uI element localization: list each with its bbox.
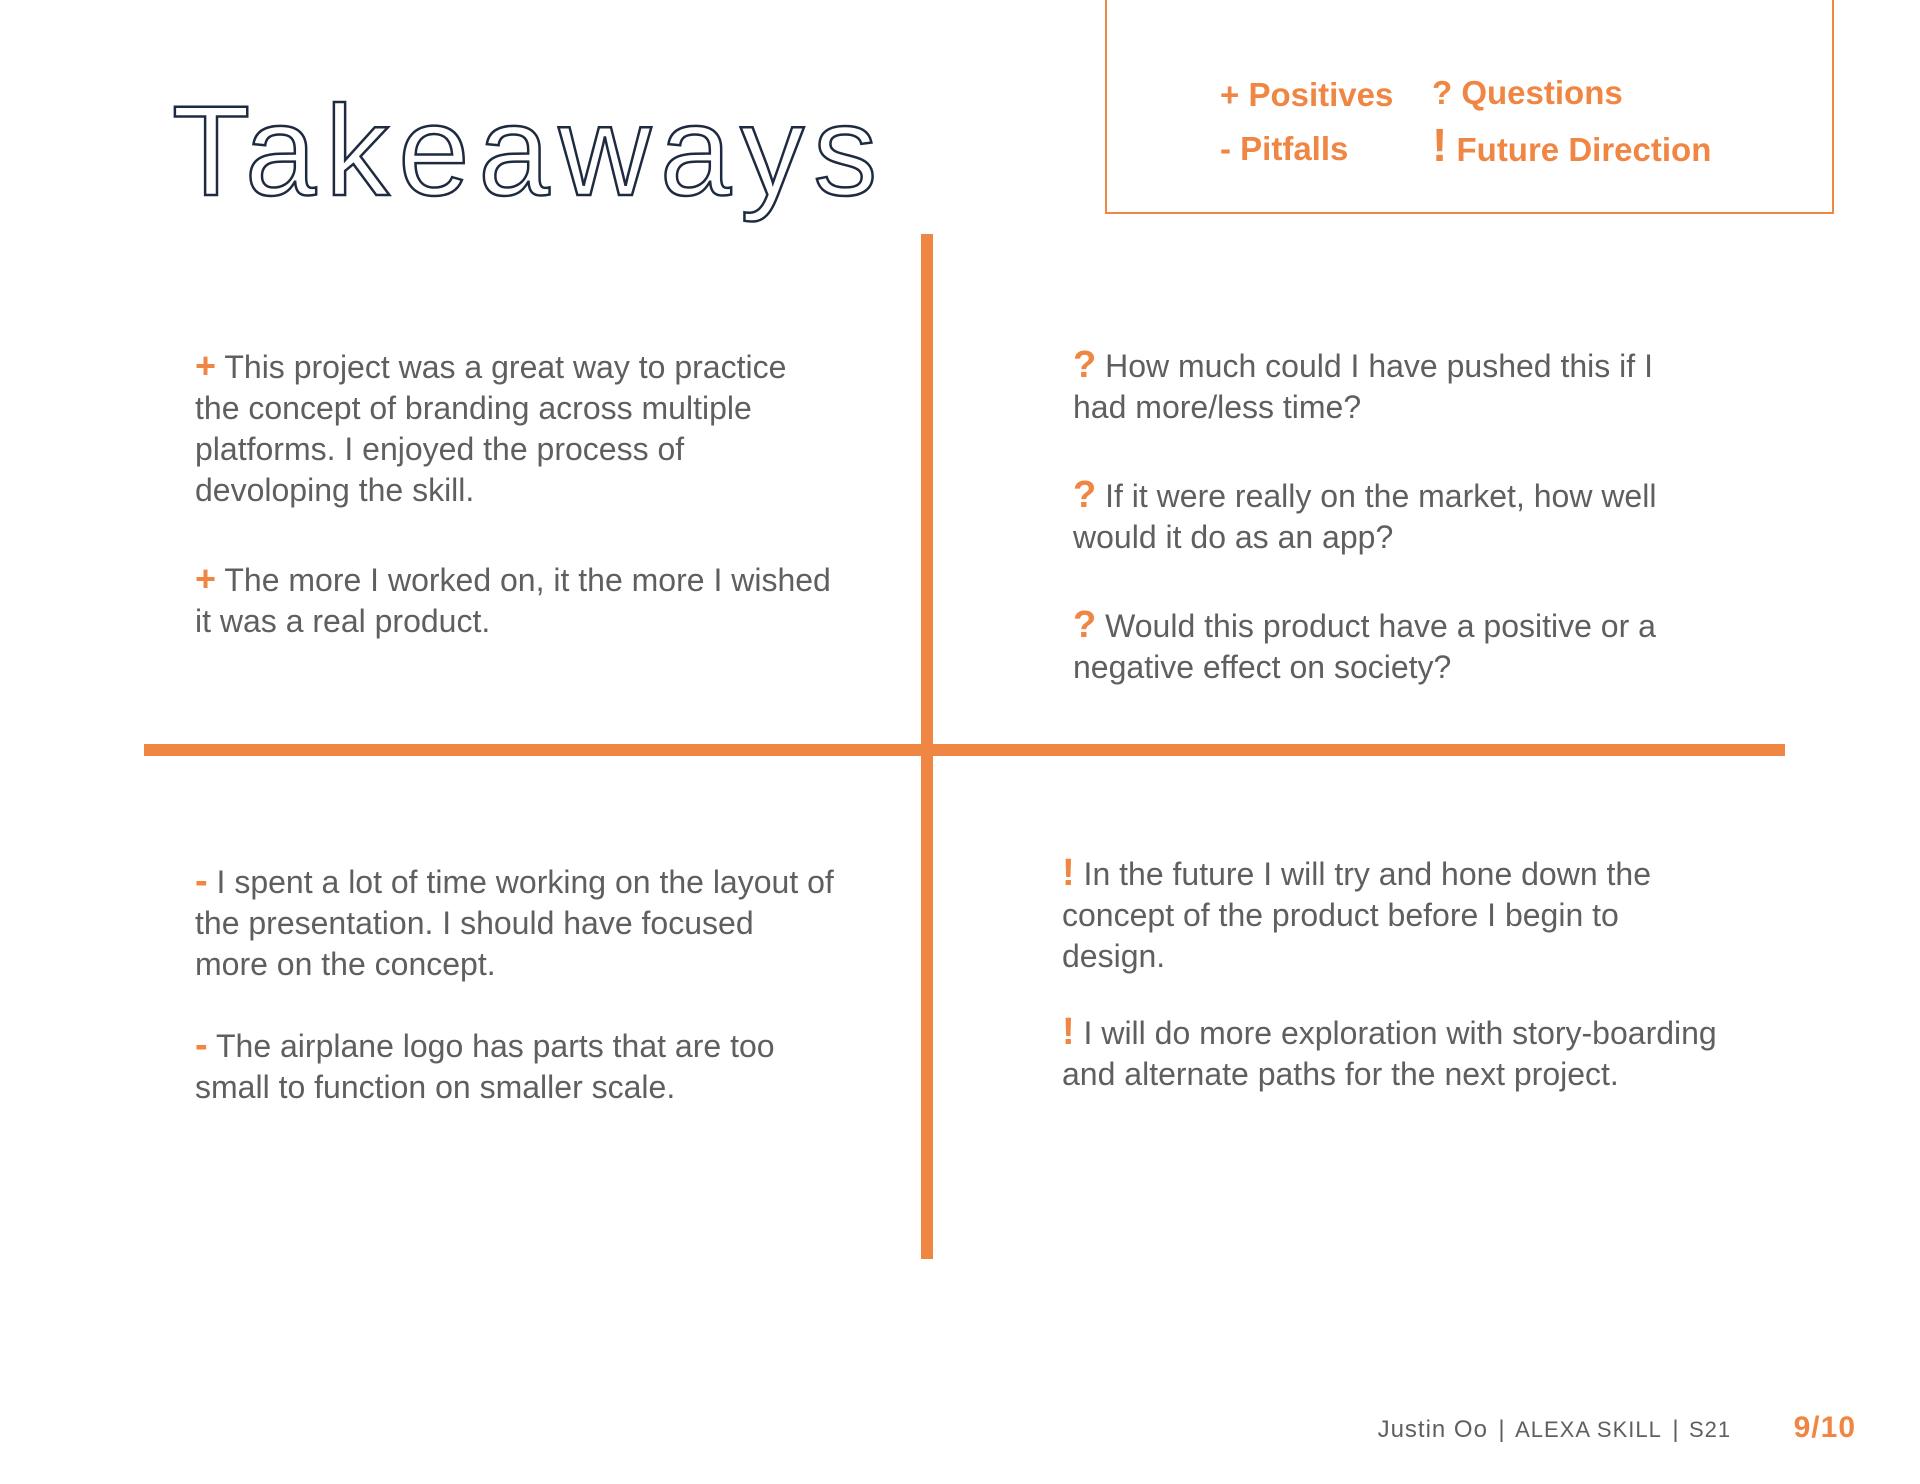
minus-icon: -	[195, 1024, 208, 1066]
question-note-text: How much could I have pushed this if I had more/less time?	[1073, 348, 1653, 425]
positive-note-text: This project was a great way to practice the concept of branding across multiple platforms. I enjoyed the process of devoloping the skill.	[195, 349, 787, 508]
plus-icon: +	[195, 345, 217, 386]
positives-quadrant	[195, 345, 835, 689]
minus-icon: -	[1220, 130, 1231, 167]
horizontal-divider	[144, 744, 1785, 756]
footer-separator: |	[1672, 1416, 1679, 1443]
question-note-text: If it were really on the market, how well would it do as an app?	[1073, 478, 1657, 555]
exclamation-icon: !	[1062, 852, 1075, 894]
pitfall-note-text: The airplane logo has parts that are too small to function on smaller scale.	[195, 1028, 775, 1105]
legend-pitfalls-label: Pitfalls	[1240, 130, 1349, 167]
future-note-text: In the future I will try and hone down the concept of the product before I begin to design.	[1062, 856, 1651, 974]
minus-icon: -	[195, 860, 208, 902]
positive-note-text: The more I worked on, it the more I wished it was a real product.	[195, 562, 831, 639]
future-quadrant	[1062, 853, 1722, 1130]
legend-pitfalls	[1220, 132, 1348, 165]
footer-project: ALEXA SKILL	[1515, 1417, 1662, 1442]
plus-icon: +	[195, 558, 217, 599]
legend-future	[1432, 119, 1712, 171]
question-note	[1073, 605, 1713, 688]
footer-separator: |	[1498, 1416, 1505, 1443]
legend-box	[1105, 0, 1834, 214]
footer-author: Justin Oo	[1377, 1416, 1488, 1443]
legend-positives-label: Positives	[1248, 76, 1394, 113]
question-icon: ?	[1073, 604, 1097, 646]
question-note	[1073, 345, 1713, 428]
question-icon: ?	[1073, 474, 1097, 516]
questions-quadrant	[1073, 345, 1713, 735]
pitfalls-quadrant	[195, 861, 835, 1148]
question-note-text: Would this product have a positive or a negative effect on society?	[1073, 608, 1656, 685]
page-number: 9/10	[1793, 1411, 1856, 1444]
future-note-text: I will do more exploration with story-boarding and alternate paths for the next project.	[1062, 1015, 1717, 1092]
pitfall-note	[195, 861, 835, 985]
question-icon: ?	[1432, 74, 1453, 111]
legend-questions-label: Questions	[1461, 74, 1623, 111]
footer-term: S21	[1689, 1417, 1732, 1442]
future-note	[1062, 853, 1722, 977]
legend-questions	[1432, 76, 1623, 109]
pitfall-note	[195, 1025, 835, 1108]
pitfall-note-text: I spent a lot of time working on the layout of the presentation. I should have focused more on the concept.	[195, 864, 834, 982]
plus-icon: +	[1220, 76, 1240, 113]
exclamation-icon: !	[1432, 119, 1448, 171]
question-note	[1073, 475, 1713, 558]
future-note	[1062, 1012, 1722, 1095]
footer	[1378, 1413, 1856, 1443]
exclamation-icon: !	[1062, 1011, 1075, 1053]
page-title: Takeaways	[172, 80, 887, 223]
positive-note	[195, 558, 835, 642]
question-icon: ?	[1073, 344, 1097, 386]
positive-note	[195, 345, 835, 511]
legend-positives	[1220, 78, 1393, 111]
legend-future-label: Future Direction	[1456, 131, 1712, 168]
